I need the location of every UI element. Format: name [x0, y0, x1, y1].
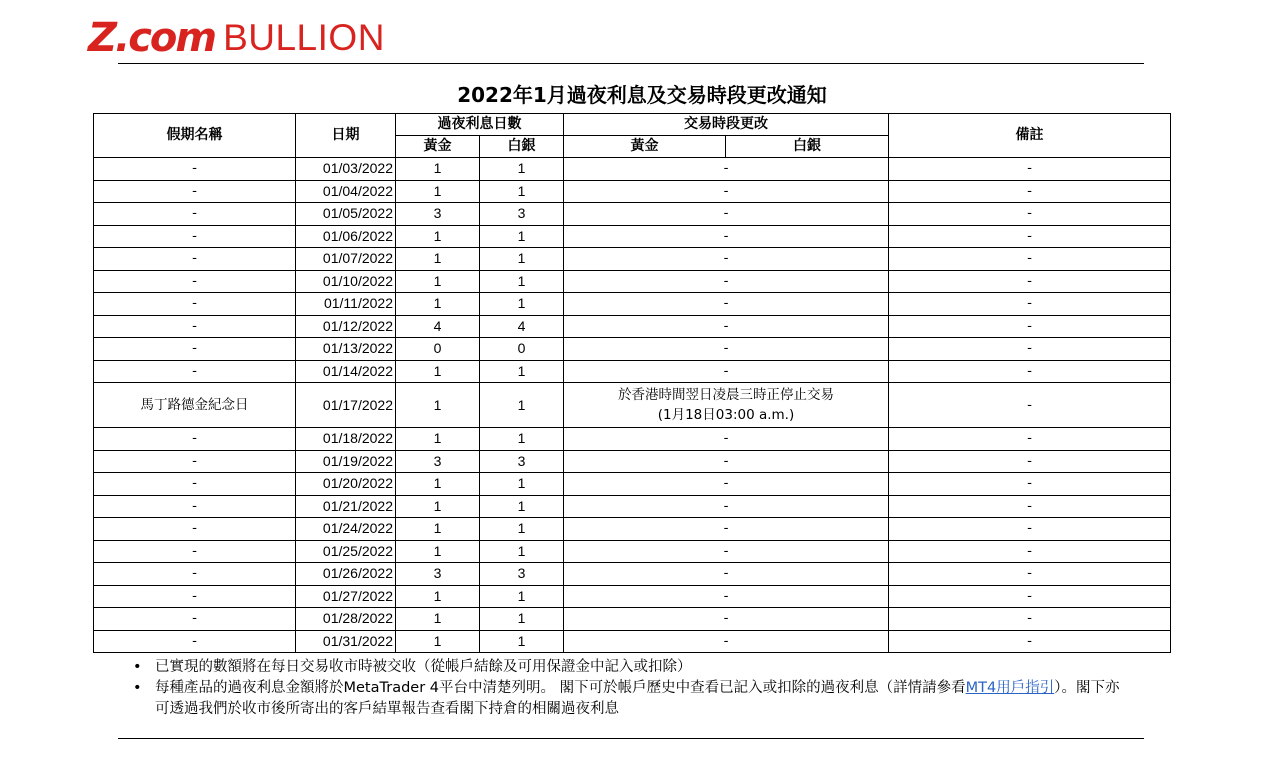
- header-overnight-days: 過夜利息日數: [396, 114, 564, 136]
- cell-remark: -: [889, 585, 1171, 608]
- header-trading-change: 交易時段更改: [564, 114, 889, 136]
- cell-silver-days: 1: [480, 383, 564, 428]
- cell-gold-days: 1: [396, 428, 480, 451]
- cell-silver-days: 1: [480, 360, 564, 383]
- cell-holiday: 馬丁路德金紀念日: [94, 383, 296, 428]
- cell-gold-days: 3: [396, 563, 480, 586]
- cell-date: 01/13/2022: [296, 338, 396, 361]
- cell-trading-change: -: [564, 225, 889, 248]
- cell-remark: -: [889, 225, 1171, 248]
- cell-silver-days: 1: [480, 225, 564, 248]
- table-row: [94, 315, 1171, 338]
- cell-trading-change: -: [564, 270, 889, 293]
- header-days-silver: 白銀: [480, 136, 564, 158]
- cell-trading-change: [564, 383, 889, 428]
- table-row: [94, 540, 1171, 563]
- cell-trading-change: -: [564, 585, 889, 608]
- cell-holiday: -: [94, 225, 296, 248]
- cell-silver-days: 3: [480, 203, 564, 226]
- cell-holiday: -: [94, 248, 296, 271]
- table-row: [94, 428, 1171, 451]
- cell-gold-days: 1: [396, 270, 480, 293]
- logo-sub-text: BULLION: [223, 17, 385, 58]
- cell-holiday: -: [94, 473, 296, 496]
- cell-trading-change: -: [564, 630, 889, 653]
- cell-silver-days: 1: [480, 293, 564, 316]
- note-item: [133, 657, 1133, 678]
- cell-remark: -: [889, 338, 1171, 361]
- table-row: [94, 360, 1171, 383]
- cell-gold-days: 1: [396, 225, 480, 248]
- cell-remark: -: [889, 428, 1171, 451]
- cell-silver-days: 1: [480, 180, 564, 203]
- cell-date: 01/04/2022: [296, 180, 396, 203]
- cell-silver-days: 1: [480, 608, 564, 631]
- header-remark: 備註: [889, 114, 1171, 158]
- cell-holiday: -: [94, 270, 296, 293]
- cell-trading-change: -: [564, 203, 889, 226]
- cell-holiday: -: [94, 428, 296, 451]
- cell-date: 01/07/2022: [296, 248, 396, 271]
- note-text: 已實現的數額將在每日交易收市時被交收（從帳戶結餘及可用保證金中記入或扣除）: [155, 659, 692, 675]
- cell-silver-days: 1: [480, 270, 564, 293]
- cell-date: 01/20/2022: [296, 473, 396, 496]
- cell-gold-days: 1: [396, 608, 480, 631]
- header-date: 日期: [296, 114, 396, 158]
- cell-remark: -: [889, 315, 1171, 338]
- cell-trading-change: -: [564, 248, 889, 271]
- notes-list: [133, 657, 1133, 720]
- cell-remark: -: [889, 563, 1171, 586]
- trading-change-line1: 於香港時間翌日凌晨三時正停止交易: [618, 387, 834, 403]
- cell-date: 01/21/2022: [296, 495, 396, 518]
- bullet-icon: •: [133, 659, 142, 675]
- cell-silver-days: 0: [480, 338, 564, 361]
- mt4-guide-link[interactable]: MT4用戶指引: [965, 680, 1055, 696]
- table-row: [94, 270, 1171, 293]
- cell-holiday: -: [94, 293, 296, 316]
- cell-holiday: -: [94, 563, 296, 586]
- table-row: [94, 563, 1171, 586]
- header-change-gold: 黃金: [564, 136, 726, 158]
- cell-silver-days: 1: [480, 630, 564, 653]
- cell-trading-change: -: [564, 428, 889, 451]
- cell-gold-days: 1: [396, 630, 480, 653]
- cell-trading-change: -: [564, 360, 889, 383]
- table-row: [94, 630, 1171, 653]
- cell-trading-change: -: [564, 608, 889, 631]
- cell-date: 01/14/2022: [296, 360, 396, 383]
- cell-gold-days: 1: [396, 495, 480, 518]
- cell-trading-change: -: [564, 518, 889, 541]
- cell-holiday: -: [94, 608, 296, 631]
- cell-gold-days: 1: [396, 293, 480, 316]
- cell-trading-change: -: [564, 315, 889, 338]
- page-title: 2022年1月過夜利息及交易時段更改通知: [457, 83, 827, 107]
- header-change-silver: 白銀: [726, 136, 889, 158]
- cell-trading-change: -: [564, 180, 889, 203]
- cell-holiday: -: [94, 180, 296, 203]
- table-row: [94, 203, 1171, 226]
- cell-date: 01/03/2022: [296, 158, 396, 181]
- cell-gold-days: 1: [396, 360, 480, 383]
- cell-gold-days: 1: [396, 473, 480, 496]
- cell-trading-change: -: [564, 450, 889, 473]
- cell-remark: -: [889, 495, 1171, 518]
- cell-trading-change: -: [564, 495, 889, 518]
- table-row: [94, 338, 1171, 361]
- cell-gold-days: 1: [396, 383, 480, 428]
- cell-gold-days: 1: [396, 518, 480, 541]
- cell-remark: -: [889, 450, 1171, 473]
- cell-holiday: -: [94, 450, 296, 473]
- top-divider: [118, 63, 1144, 64]
- table-row: [94, 248, 1171, 271]
- cell-gold-days: 4: [396, 315, 480, 338]
- cell-holiday: -: [94, 495, 296, 518]
- cell-trading-change: -: [564, 338, 889, 361]
- cell-remark: -: [889, 518, 1171, 541]
- table-row-holiday: [94, 383, 1171, 428]
- table-row: [94, 608, 1171, 631]
- cell-holiday: -: [94, 158, 296, 181]
- cell-remark: -: [889, 608, 1171, 631]
- cell-remark: -: [889, 203, 1171, 226]
- cell-date: 01/31/2022: [296, 630, 396, 653]
- cell-holiday: -: [94, 540, 296, 563]
- table-row: [94, 158, 1171, 181]
- cell-date: 01/10/2022: [296, 270, 396, 293]
- bottom-divider: [118, 738, 1144, 739]
- cell-silver-days: 1: [480, 518, 564, 541]
- table-row: [94, 180, 1171, 203]
- table-row: [94, 473, 1171, 496]
- cell-remark: -: [889, 473, 1171, 496]
- cell-date: 01/25/2022: [296, 540, 396, 563]
- cell-gold-days: 1: [396, 180, 480, 203]
- cell-silver-days: 1: [480, 248, 564, 271]
- cell-date: 01/05/2022: [296, 203, 396, 226]
- cell-date: 01/19/2022: [296, 450, 396, 473]
- cell-date: 01/12/2022: [296, 315, 396, 338]
- table-row: [94, 450, 1171, 473]
- cell-remark: -: [889, 180, 1171, 203]
- cell-holiday: -: [94, 585, 296, 608]
- cell-holiday: -: [94, 360, 296, 383]
- note-text: 每種產品的過夜利息金額將於MetaTrader 4平台中清楚列明。 閣下可於帳戶歷史中查看已記入或扣除的過夜利息（詳情請參看: [155, 680, 966, 696]
- cell-gold-days: 1: [396, 540, 480, 563]
- cell-date: 01/28/2022: [296, 608, 396, 631]
- cell-date: 01/17/2022: [296, 383, 396, 428]
- bullet-icon: •: [133, 680, 142, 696]
- cell-silver-days: 1: [480, 540, 564, 563]
- schedule-table: [93, 113, 1171, 653]
- table-row: [94, 225, 1171, 248]
- note-item: [133, 678, 1133, 720]
- cell-silver-days: 1: [480, 473, 564, 496]
- cell-date: 01/24/2022: [296, 518, 396, 541]
- cell-silver-days: 3: [480, 563, 564, 586]
- cell-date: 01/06/2022: [296, 225, 396, 248]
- cell-silver-days: 1: [480, 428, 564, 451]
- cell-date: 01/18/2022: [296, 428, 396, 451]
- cell-date: 01/26/2022: [296, 563, 396, 586]
- cell-remark: -: [889, 360, 1171, 383]
- cell-holiday: -: [94, 203, 296, 226]
- cell-trading-change: -: [564, 563, 889, 586]
- brand-logo: [88, 14, 385, 61]
- cell-trading-change: -: [564, 473, 889, 496]
- cell-remark: -: [889, 383, 1171, 428]
- cell-remark: -: [889, 630, 1171, 653]
- cell-remark: -: [889, 270, 1171, 293]
- table-row: [94, 495, 1171, 518]
- table-row: [94, 518, 1171, 541]
- header-days-gold: 黃金: [396, 136, 480, 158]
- cell-remark: -: [889, 248, 1171, 271]
- cell-gold-days: 3: [396, 203, 480, 226]
- note-text-cont: ）。閣下亦可透過我們於收市後所寄出的客戶結單報告查看閣下持倉的相關過夜利息: [155, 680, 1120, 717]
- cell-silver-days: 4: [480, 315, 564, 338]
- cell-gold-days: 1: [396, 158, 480, 181]
- cell-silver-days: 1: [480, 495, 564, 518]
- cell-silver-days: 3: [480, 450, 564, 473]
- cell-holiday: -: [94, 518, 296, 541]
- table-row: [94, 585, 1171, 608]
- cell-trading-change: -: [564, 540, 889, 563]
- cell-gold-days: 3: [396, 450, 480, 473]
- cell-gold-days: 0: [396, 338, 480, 361]
- cell-silver-days: 1: [480, 585, 564, 608]
- trading-change-line2: (1月18日03:00 a.m.): [657, 407, 795, 423]
- cell-remark: -: [889, 293, 1171, 316]
- cell-silver-days: 1: [480, 158, 564, 181]
- cell-remark: -: [889, 540, 1171, 563]
- cell-trading-change: -: [564, 293, 889, 316]
- cell-trading-change: -: [564, 158, 889, 181]
- cell-gold-days: 1: [396, 248, 480, 271]
- cell-holiday: -: [94, 315, 296, 338]
- cell-remark: -: [889, 158, 1171, 181]
- cell-date: 01/11/2022: [296, 293, 396, 316]
- cell-gold-days: 1: [396, 585, 480, 608]
- cell-holiday: -: [94, 630, 296, 653]
- header-holiday: 假期名稱: [94, 114, 296, 158]
- logo-main-text: Z.com: [88, 15, 216, 61]
- cell-date: 01/27/2022: [296, 585, 396, 608]
- table-row: [94, 293, 1171, 316]
- cell-holiday: -: [94, 338, 296, 361]
